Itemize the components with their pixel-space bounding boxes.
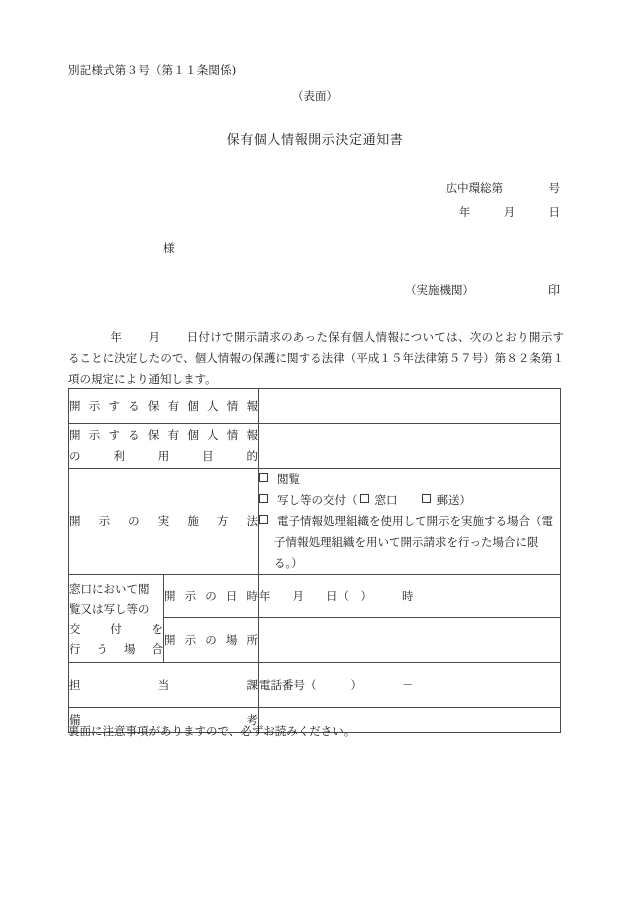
value-disclosure-datetime[interactable] <box>259 575 561 618</box>
method-option-view-label: 閲覧 <box>277 472 300 486</box>
label-purpose-line1: 開示する保有個人情報 <box>69 428 258 442</box>
label-disclosure-place: 開示の場所 <box>164 618 259 663</box>
tel-dash: － <box>402 678 414 692</box>
value-purpose[interactable] <box>259 424 561 469</box>
label-department: 担当課 <box>69 663 259 708</box>
label-window-case-line3: 交付を <box>69 621 163 636</box>
footnote: 裏面に注意事項がありますので、必ずお読みください。 <box>68 724 356 738</box>
page-title: 保有個人情報開示決定通知書 <box>226 133 404 148</box>
value-department-tel[interactable] <box>259 663 561 708</box>
value-disclosure-place[interactable] <box>259 618 561 663</box>
value-disclosed-info[interactable] <box>259 389 561 424</box>
disclosure-form-table <box>68 388 561 733</box>
method-option-view[interactable] <box>259 469 560 490</box>
table-row-method <box>69 469 561 575</box>
method-option-mail-label: 郵送） <box>436 493 471 507</box>
body-lead-year: 年 <box>110 330 123 344</box>
reference-number-line <box>446 180 560 196</box>
issue-date-line <box>459 204 560 220</box>
issuer-label: （実施機関） <box>405 283 474 297</box>
label-purpose <box>69 424 259 469</box>
method-options <box>259 469 561 575</box>
label-window-case-line2: 覧又は写し等の <box>69 601 150 616</box>
tel-close-paren: ） <box>350 678 362 692</box>
body-paragraph <box>68 327 564 390</box>
body-paragraph-text: 日付けで開示請求のあった保有個人情報については、次のとおり開示することに決定したので、個人情報の保護に関する法律（平成１５年法律第５７号）第８２条第１項の規定により通知します。 <box>68 330 565 386</box>
checkbox-icon-counter[interactable] <box>360 494 369 503</box>
label-method: 開示の実施方法 <box>69 469 259 575</box>
datetime-hour: 時 <box>402 588 414 603</box>
label-remarks: 備考 <box>69 708 259 733</box>
datetime-month: 月 <box>292 588 304 603</box>
method-option-copy[interactable] <box>259 490 560 511</box>
reference-number-suffix: 号 <box>548 181 560 195</box>
table-row-window-datetime <box>69 575 561 618</box>
addressee-honorific: 様 <box>163 241 175 255</box>
side-label: （表面） <box>292 89 338 103</box>
issue-date-day: 日 <box>548 205 560 219</box>
label-disclosure-datetime: 開示の日時 <box>164 575 259 618</box>
seal-icon: 印 <box>548 283 561 297</box>
label-window-case-line1: 窓口において閲 <box>69 581 150 596</box>
label-disclosed-info: 開示する保有個人情報 <box>69 389 259 424</box>
label-window-case <box>69 575 164 663</box>
label-window-case-line4: 行う場合 <box>69 641 163 656</box>
table-row-department <box>69 663 561 708</box>
method-option-copy-label: 写し等の交付（ <box>277 493 358 507</box>
checkbox-icon-view[interactable] <box>259 473 268 482</box>
tel-label: 電話番号（ <box>259 678 317 692</box>
method-option-counter-label: 窓口 <box>374 493 398 507</box>
issue-date-month: 月 <box>503 205 516 219</box>
checkbox-icon-mail[interactable] <box>422 494 431 503</box>
table-row-purpose <box>69 424 561 469</box>
issue-date-year: 年 <box>458 205 471 219</box>
checkbox-icon-copy[interactable] <box>259 494 268 503</box>
label-purpose-line2: の利用目的 <box>69 449 258 463</box>
datetime-day: 日（ ） <box>326 588 372 603</box>
table-row-disclosed-info <box>69 389 561 424</box>
method-option-electronic-label: 電子情報処理組織を使用して開示を実施する場合（電子情報処理組織を用いて開示請求を行った場合に限る。） <box>274 514 553 570</box>
checkbox-icon-electronic[interactable] <box>259 515 268 524</box>
reference-number-label: 広中環総第 <box>445 181 504 195</box>
method-option-electronic[interactable] <box>259 511 560 574</box>
datetime-year: 年 <box>259 588 271 603</box>
body-lead-month: 月 <box>148 330 161 344</box>
form-number: 別記様式第３号（第１１条関係) <box>68 63 237 77</box>
